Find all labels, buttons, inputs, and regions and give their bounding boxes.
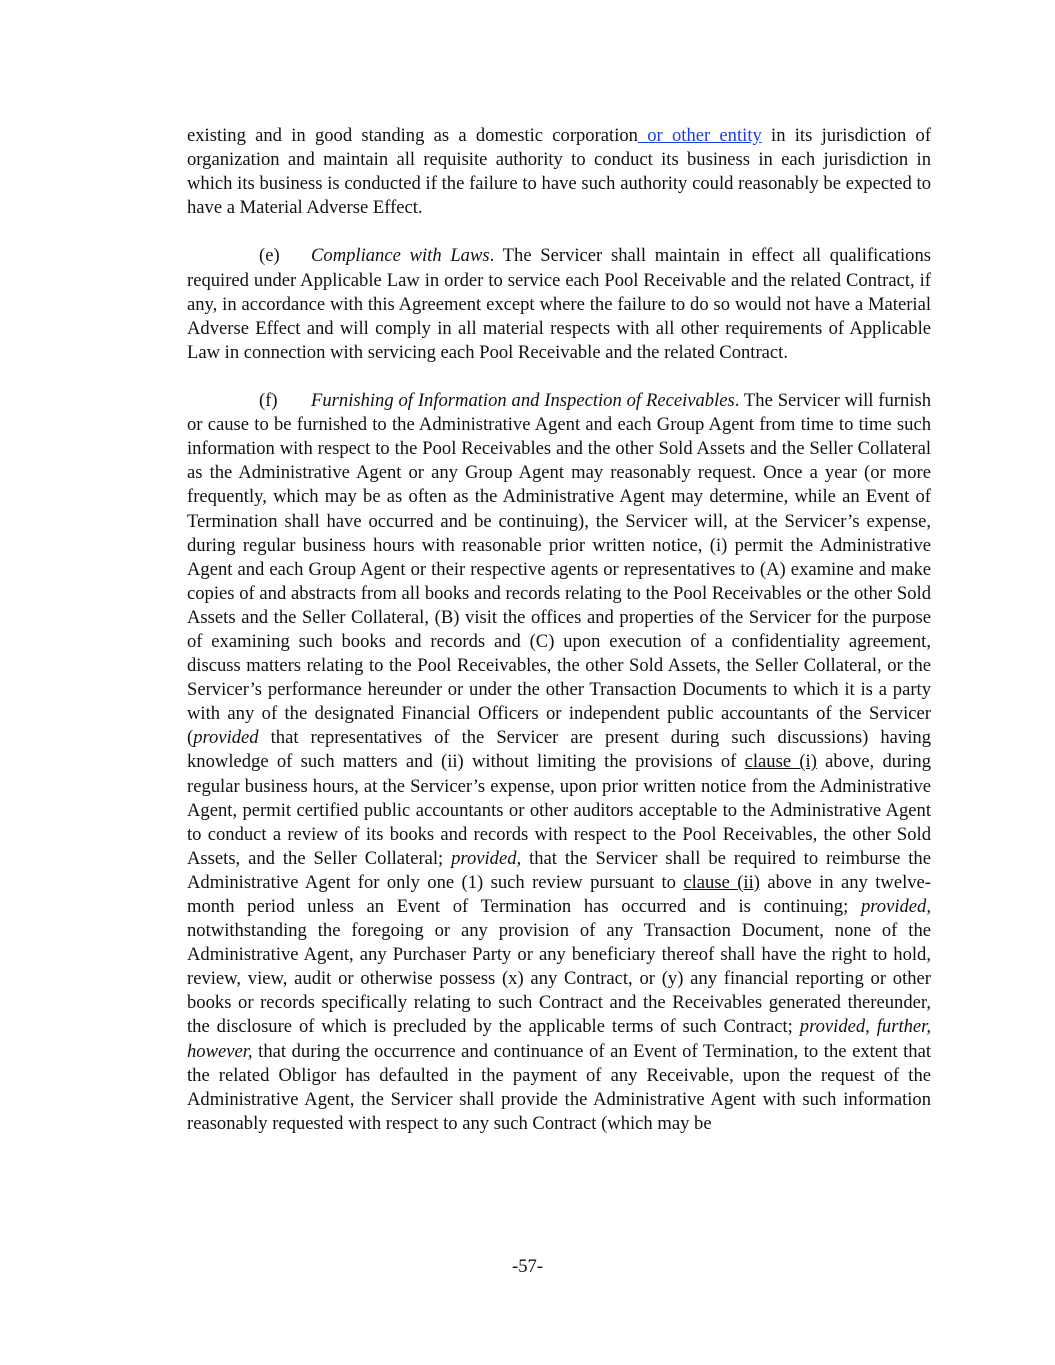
text-segment: that during the occurrence and continuance of an Event of Termination, to the extent that the related Obligor has defaulted in the payment of any Receivable, upon the request of the Administrative Agent, the Servicer shall provide the Administrative Agent with such information reasonably requested with respect to any such Contract (which may be [187, 1040, 931, 1134]
text-segment: that representatives of the Servicer are present during such discussions) having knowledge of such matters and (ii) without limiting the provisions of [187, 727, 931, 773]
paragraph-f-furnishing-of-information [187, 389, 931, 1136]
paragraph-e-compliance-with-laws [187, 244, 931, 364]
inserted-text-link[interactable]: or other entity [637, 125, 762, 146]
section-label: (e) [259, 245, 280, 267]
text-segment: existing and in good standing as a domestic corporation [187, 125, 638, 146]
text-segment: notwithstanding the foregoing or any provision of any Transaction Document, none of the Administrative Agent, any Purchaser Party or any beneficiary thereof shall have the right to hold, review, view, audit or otherwise possess (x) any Contract, or (y) any financial reporting or other books or records specifically relating to such Contract and the Receivables generated thereunder, the disclosure of which is precluded by the applicable terms of such Contract; [187, 920, 931, 1038]
section-label: (f) [259, 390, 278, 412]
text-segment: above in any twelve-month period unless an Event of Termination has occurred and is continuing; [187, 871, 932, 917]
paragraph-d-continued [187, 124, 931, 220]
page-number: -57- [512, 1256, 543, 1277]
clause-reference-ii: clause (ii) [683, 871, 760, 893]
proviso-term: provided, [860, 896, 931, 917]
document-body [187, 124, 931, 1160]
proviso-term: provided, [451, 847, 522, 869]
text-segment: in its jurisdiction of organization and maintain all requisite authority to conduct its business in each jurisdiction in which its business is conducted if the failure to have such authority could reasonably be expected to have a Material Adverse Effect. [187, 125, 932, 219]
section-heading: Compliance with Laws [311, 245, 490, 267]
text-segment: . The Servicer will furnish or cause to be furnished to the Administrative Agent and each Group Agent from time to time such information with respect to the Pool Receivables and the other Sold Assets and the Seller Collateral as the Administrative Agent or any Group Agent may reasonably request. Once a year (or more frequently, which may be as often as the Administrative Agent may determine, while an Event of Termination shall have occurred and be continuing), the Servicer will, at the Servicer’s expense, during regular business hours with reasonable prior written notice, (i) permit the Administrative Agent and each Group Agent or their respective agents or representatives to (A) examine and make copies of and abstracts from all books and records relating to the Pool Receivables or the other Sold Assets and the Seller Collateral, (B) visit the offices and properties of the Servicer for the purpose of examining such books and records and (C) upon execution of a confidentiality agreement, discuss matters relating to the Pool Receivables, the other Sold Assets, the Seller Collateral, or the Servicer’s performance hereunder or under the other Transaction Documents to which it is a party with any of the designated Financial Officers or independent public accountants of the Servicer ( [187, 390, 931, 749]
proviso-term: provided [193, 727, 259, 749]
section-heading: Furnishing of Information and Inspection of Receivables [311, 390, 735, 412]
text-segment: that the Servicer shall be required to reimburse the Administrative Agent for only one (1) such review pursuant to [187, 847, 931, 893]
text-segment: above, during regular business hours, at the Servicer’s expense, upon prior written notice from the Administrative Agent, permit certified public accountants or other auditors acceptable to the Administrative Agent to conduct a review of its books and records with respect to the Pool Receivables, the other Sold Assets, and the Seller Collateral; [187, 751, 932, 869]
clause-reference-i: clause (i) [744, 751, 817, 773]
text-segment: . The Servicer shall maintain in effect all qualifications required under Applicable Law in order to service each Pool Receivable and the related Contract, if any, in accordance with this Agreement except where the failure to do so would not have a Material Adverse Effect and will comply in all material respects with all other requirements of Applicable Law in connection with servicing each Pool Receivable and the related Contract. [187, 245, 931, 363]
proviso-term: provided, further, however, [187, 1016, 931, 1062]
